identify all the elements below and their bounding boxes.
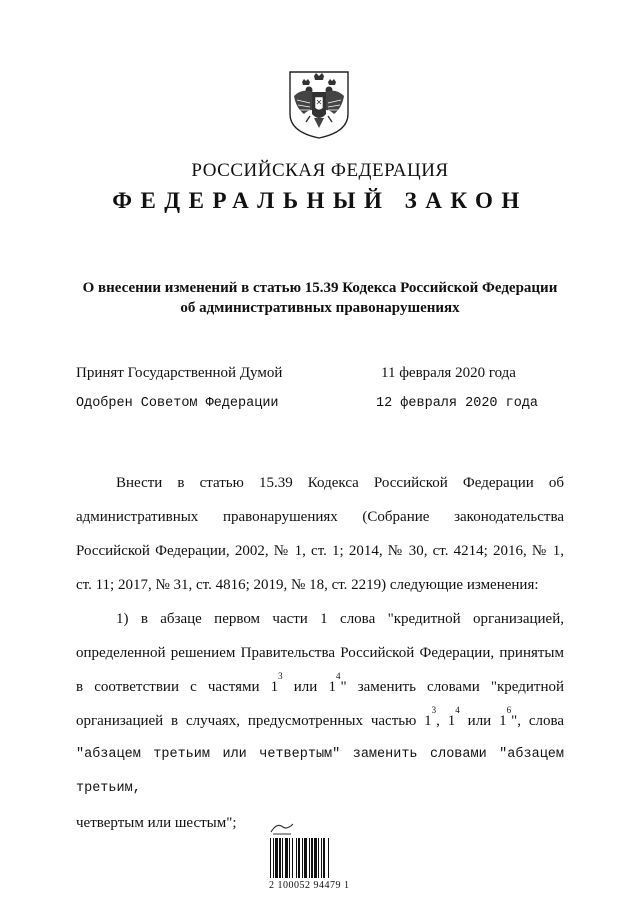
body-line: ст. 11; 2017, № 31, ст. 4816; 2019, № 18, ст. 2219) следующие изменения: bbox=[76, 577, 539, 593]
body-line: Внести в статью 15.39 Кодекса Российской Федерации об bbox=[116, 475, 564, 491]
body-text-fragment: или 1 bbox=[459, 713, 507, 729]
body-text-fragment: ", слова bbox=[511, 713, 565, 729]
body-line: Российской Федерации, 2002, № 1, ст. 1; 2014, № 30, ст. 4214; 2016, № 1, bbox=[76, 543, 564, 559]
superscript: 3 bbox=[278, 671, 283, 681]
body-line: "абзацем третьим или четвертым" заменить словами "абзацем третьим, bbox=[76, 747, 564, 796]
council-approval-row bbox=[76, 396, 546, 416]
body-text-fragment: " заменить словами "кредитной bbox=[340, 679, 565, 695]
body-text-fragment: или 1 bbox=[282, 679, 336, 695]
barcode-number: 2 100052 94479 1 bbox=[269, 880, 350, 891]
superscript: 3 bbox=[431, 705, 437, 715]
superscript: 4 bbox=[335, 671, 341, 681]
body-line: административных правонарушениях (Собрание законодательства bbox=[76, 509, 564, 525]
body-line bbox=[76, 704, 564, 738]
body-line: четвертым или шестым"; bbox=[76, 815, 237, 831]
duma-adoption-row bbox=[76, 365, 546, 385]
document-footer bbox=[240, 818, 400, 891]
law-title-line: О внесении изменений в статью 15.39 Кодекса Российской Федерации bbox=[82, 280, 558, 296]
body-line: 1) в абзаце первом части 1 слова "кредитной организацией, bbox=[116, 611, 564, 627]
duma-adoption-label: Принят Государственной Думой bbox=[76, 365, 283, 381]
country-heading: РОССИЙСКАЯ ФЕДЕРАЦИЯ bbox=[191, 160, 449, 181]
superscript: 4 bbox=[455, 705, 460, 715]
body-line: определенной решением Правительства Российской Федерации, принятым bbox=[76, 645, 564, 661]
duma-adoption-date: 11 февраля 2020 года bbox=[381, 365, 516, 381]
law-title bbox=[60, 278, 580, 318]
law-body bbox=[76, 466, 564, 840]
body-text-fragment: организацией в случаях, предусмотренных частью 1 bbox=[76, 713, 432, 729]
body-text-fragment: в соответствии с частями 1 bbox=[76, 679, 279, 695]
body-text-fragment: , 1 bbox=[436, 713, 456, 729]
law-title-line: об административных правонарушениях bbox=[180, 300, 460, 316]
council-approval-label: Одобрен Советом Федерации bbox=[76, 396, 279, 411]
printer-mark-icon bbox=[269, 818, 295, 836]
coat-of-arms-emblem bbox=[288, 70, 350, 140]
barcode-icon bbox=[269, 838, 355, 880]
superscript: 6 bbox=[506, 705, 512, 715]
body-line bbox=[76, 670, 564, 704]
council-approval-date: 12 февраля 2020 года bbox=[376, 396, 539, 411]
document-type-heading: ФЕДЕРАЛЬНЫЙ ЗАКОН bbox=[112, 188, 528, 213]
